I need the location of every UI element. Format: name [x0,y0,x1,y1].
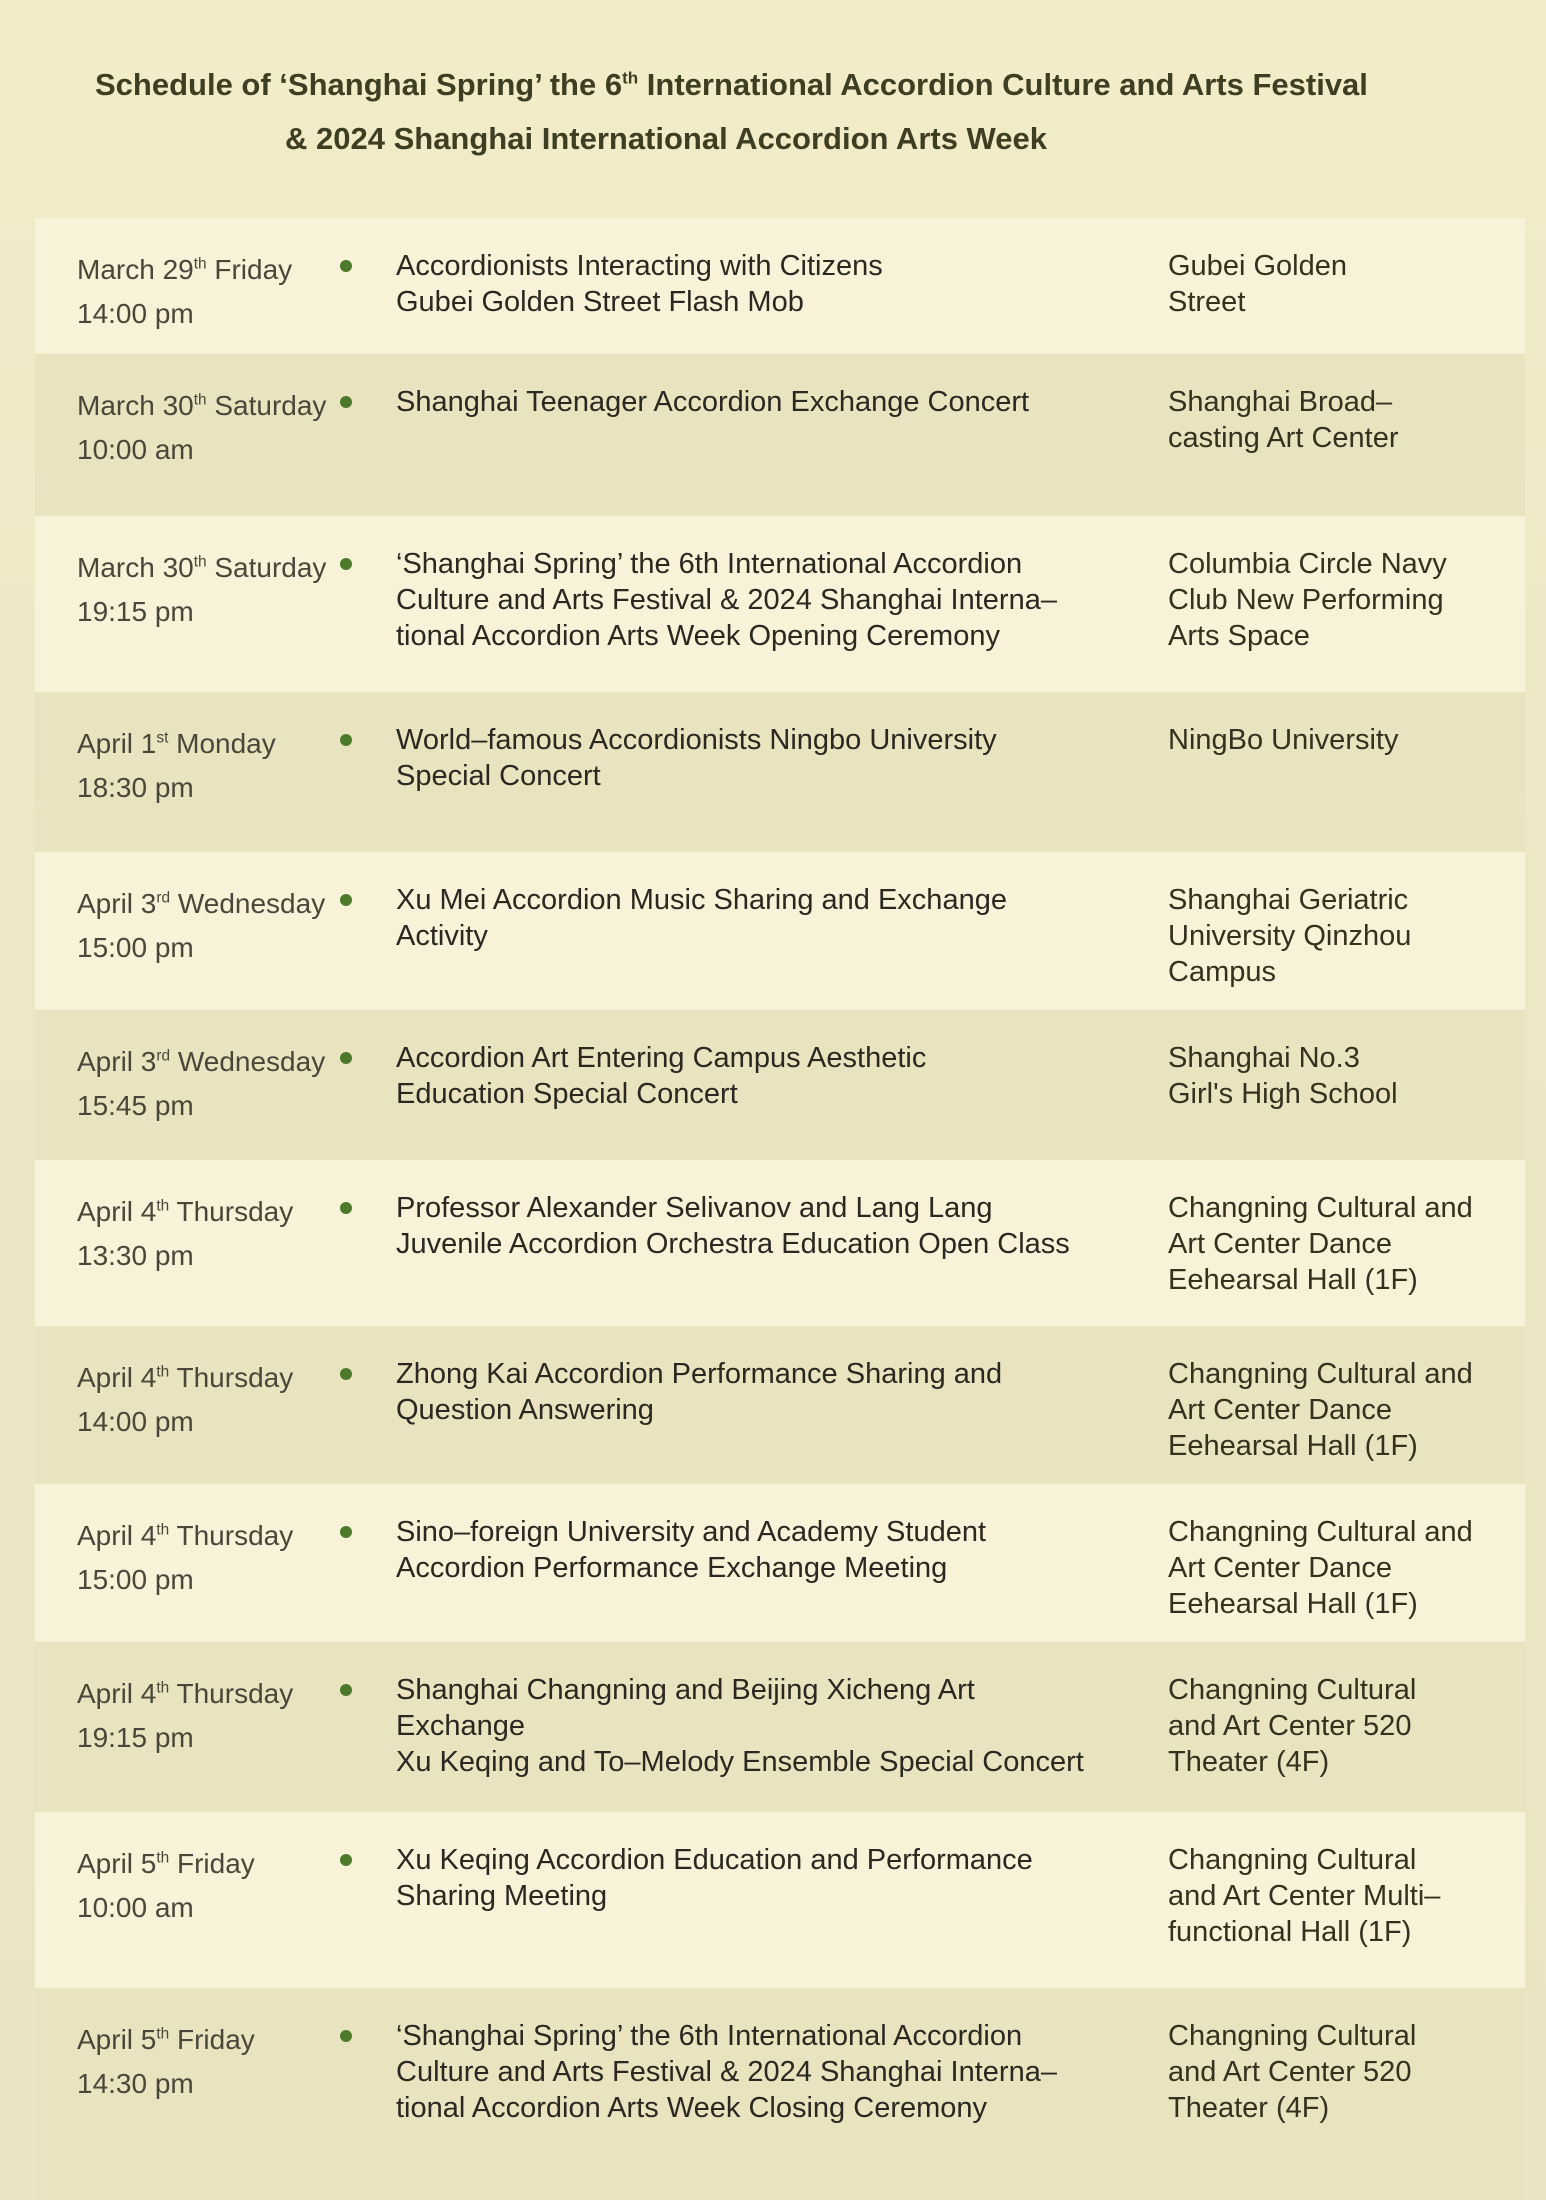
event-venue-line: Art Center Dance [1168,1552,1393,1584]
event-title-line: Xu Mei Accordion Music Sharing and Exchange [396,884,1007,916]
event-venue [1156,2018,1508,2126]
schedule-row [35,1484,1525,1642]
event-datetime [35,1040,340,1128]
event-month-day: April 3 [77,888,157,919]
event-title-line: Shanghai Teenager Accordion Exchange Concert [396,386,1030,418]
event-time: 15:00 pm [77,1564,194,1595]
event-date [77,546,340,590]
event-datetime [35,546,340,634]
event-title [396,1356,1156,1428]
event-venue [1156,1040,1508,1112]
event-venue-line: NingBo University [1168,724,1399,756]
event-venue-line: Theater (4F) [1168,2092,1330,2124]
event-venue-line: Columbia Circle Navy [1168,548,1447,580]
event-month-day: April 5 [77,1848,157,1879]
event-time: 13:30 pm [77,1240,194,1271]
event-venue-line: Changning Cultural and [1168,1192,1473,1224]
event-time: 10:00 am [77,1892,194,1923]
event-venue-line: Art Center Dance [1168,1228,1393,1260]
event-venue [1156,1672,1508,1780]
event-title-line: Education Special Concert [396,1078,738,1110]
event-title-line: Xu Keqing and To–Melody Ensemble Special Concert [396,1746,1084,1778]
event-weekday: Friday [206,254,293,285]
event-venue [1156,546,1508,654]
event-month-day: April 4 [77,1362,157,1393]
event-venue [1156,1514,1508,1622]
event-venue [1156,1190,1508,1298]
bullet-dot-icon [340,1854,352,1866]
event-date [77,722,340,766]
event-month-day: April 1 [77,728,157,759]
event-title [396,546,1156,654]
event-title-line: Accordion Art Entering Campus Aesthetic [396,1042,927,1074]
event-venue [1156,248,1508,320]
event-title-line: Activity [396,920,488,952]
event-date-suffix: rd [156,889,171,907]
event-date [77,384,340,428]
event-venue-line: Shanghai No.3 [1168,1042,1360,1074]
event-title-line: Xu Keqing Accordion Education and Performance [396,1844,1033,1876]
event-datetime [35,882,340,970]
event-title [396,1514,1156,1586]
event-weekday: Wednesday [170,888,326,919]
event-datetime [35,1514,340,1602]
event-venue-line: and Art Center 520 [1168,1710,1412,1742]
event-venue [1156,384,1508,456]
event-date-suffix: rd [156,1047,171,1065]
bullet-dot-icon [340,260,352,272]
event-title [396,248,1156,320]
event-datetime [35,2018,340,2106]
event-time: 15:45 pm [77,1090,194,1121]
event-datetime [35,722,340,810]
event-month-day: April 4 [77,1520,157,1551]
event-title-line: tional Accordion Arts Week Closing Ceremony [396,2092,988,2124]
event-month-day: March 29 [77,254,194,285]
bullet-dot-icon [340,1526,352,1538]
event-date [77,1356,340,1400]
event-venue-line: Eehearsal Hall (1F) [1168,1430,1418,1462]
event-venue-line: Changning Cultural [1168,1844,1417,1876]
schedule-row [35,1160,1525,1326]
event-title [396,882,1156,954]
event-venue-line: functional Hall (1F) [1168,1916,1412,1948]
event-venue-line: Gubei Golden [1168,250,1347,282]
event-venue-line: Campus [1168,956,1276,988]
event-time: 14:30 pm [77,2068,194,2099]
event-venue [1156,882,1508,990]
bullet-dot-icon [340,1368,352,1380]
event-venue-line: Changning Cultural [1168,2020,1417,2052]
bullet-dot-icon [340,1052,352,1064]
event-venue-line: Eehearsal Hall (1F) [1168,1264,1418,1296]
event-date-suffix: th [156,1197,170,1215]
event-date-suffix: th [156,1521,170,1539]
event-venue-line: Changning Cultural [1168,1674,1417,1706]
event-venue-line: University Qinzhou [1168,920,1412,952]
event-date [77,1842,340,1886]
event-title [396,1040,1156,1112]
event-weekday: Thursday [169,1196,294,1227]
bullet-dot-icon [340,894,352,906]
event-date [77,1190,340,1234]
event-weekday: Thursday [169,1520,294,1551]
event-venue-line: and Art Center Multi– [1168,1880,1441,1912]
title-line-2: & 2024 Shanghai International Accordion Arts Week [285,121,1047,156]
schedule-row [35,692,1525,852]
schedule-table [35,218,1525,2200]
event-venue-line: casting Art Center [1168,422,1399,454]
event-title-line: Sharing Meeting [396,1880,608,1912]
event-month-day: April 3 [77,1046,157,1077]
event-time: 14:00 pm [77,1406,194,1437]
event-title-line: Shanghai Changning and Beijing Xicheng Art [396,1674,975,1706]
bullet-dot-icon [340,396,352,408]
event-title [396,2018,1156,2126]
event-weekday: Wednesday [170,1046,326,1077]
event-weekday: Thursday [169,1678,294,1709]
event-venue-line: Arts Space [1168,620,1310,652]
bullet-dot-icon [340,734,352,746]
event-weekday: Saturday [206,390,327,421]
event-month-day: April 4 [77,1678,157,1709]
event-title-line: World–famous Accordionists Ningbo University [396,724,997,756]
event-venue-line: Shanghai Geriatric [1168,884,1409,916]
event-datetime [35,1190,340,1278]
event-venue-line: Changning Cultural and [1168,1516,1473,1548]
event-title-line: Culture and Arts Festival & 2024 Shanghai Interna– [396,584,1057,616]
event-weekday: Thursday [169,1362,294,1393]
event-venue-line: Eehearsal Hall (1F) [1168,1588,1418,1620]
event-date [77,1040,340,1084]
bullet-dot-icon [340,558,352,570]
event-title-line: Accordion Performance Exchange Meeting [396,1552,948,1584]
schedule-row [35,516,1525,692]
event-date [77,248,340,292]
event-venue-line: Changning Cultural and [1168,1358,1473,1390]
event-date [77,1672,340,1716]
title-line-1 [60,58,1500,112]
event-date [77,1514,340,1558]
event-time: 10:00 am [77,434,194,465]
schedule-row [35,852,1525,1010]
title-line-1-text: Schedule of ‘Shanghai Spring’ the 6 [95,67,623,102]
event-title [396,1842,1156,1914]
event-date-suffix: th [193,553,207,571]
event-venue [1156,1356,1508,1464]
event-title-line: Professor Alexander Selivanov and Lang Lang [396,1192,993,1224]
event-venue [1156,1842,1508,1950]
event-venue-line: Girl's High School [1168,1078,1398,1110]
event-venue-line: Art Center Dance [1168,1394,1393,1426]
event-time: 15:00 pm [77,932,194,963]
event-title [396,1672,1156,1780]
event-title-line: Juvenile Accordion Orchestra Education Open Class [396,1228,1070,1260]
event-weekday: Friday [169,2024,255,2055]
event-time: 14:00 pm [77,298,194,329]
event-date-suffix: th [193,255,207,273]
schedule-row [35,1326,1525,1484]
event-title-line: Question Answering [396,1394,654,1426]
event-time: 18:30 pm [77,772,194,803]
event-title-line: ‘Shanghai Spring’ the 6th International Accordion [396,2020,1023,2052]
event-month-day: April 4 [77,1196,157,1227]
event-venue-line: Theater (4F) [1168,1746,1330,1778]
event-date-suffix: th [156,1363,170,1381]
event-title-line: Accordionists Interacting with Citizens [396,250,883,282]
event-month-day: March 30 [77,390,194,421]
event-datetime [35,384,340,472]
event-title-line: Sino–foreign University and Academy Student [396,1516,987,1548]
event-venue-line: Club New Performing [1168,584,1444,616]
event-datetime [35,1672,340,1760]
event-date-suffix: th [156,2025,170,2043]
schedule-row [35,1642,1525,1812]
event-datetime [35,248,340,336]
schedule-row [35,218,1525,354]
event-date-suffix: th [156,1849,170,1867]
event-venue [1156,722,1508,758]
event-month-day: March 30 [77,552,194,583]
event-date [77,2018,340,2062]
schedule-row [35,1812,1525,1988]
event-venue-line: Street [1168,286,1246,318]
event-title-line: tional Accordion Arts Week Opening Ceremony [396,620,1000,652]
event-date-suffix: st [156,729,169,747]
event-title-line: Zhong Kai Accordion Performance Sharing and [396,1358,1003,1390]
event-title [396,1190,1156,1262]
schedule-row [35,1010,1525,1160]
event-time: 19:15 pm [77,596,194,627]
event-venue-line: and Art Center 520 [1168,2056,1412,2088]
schedule-row [35,1988,1525,2200]
event-date [77,882,340,926]
event-title-line: Gubei Golden Street Flash Mob [396,286,804,318]
event-weekday: Monday [168,728,276,759]
event-title-line: ‘Shanghai Spring’ the 6th International Accordion [396,548,1023,580]
event-weekday: Friday [169,1848,255,1879]
event-time: 19:15 pm [77,1722,194,1753]
event-month-day: April 5 [77,2024,157,2055]
bullet-dot-icon [340,1202,352,1214]
event-title-line: Exchange [396,1710,525,1742]
event-venue-line: Shanghai Broad– [1168,386,1393,418]
event-weekday: Saturday [206,552,327,583]
schedule-row [35,354,1525,516]
event-title-line: Culture and Arts Festival & 2024 Shanghai Interna– [396,2056,1057,2088]
bullet-dot-icon [340,1684,352,1696]
event-title [396,722,1156,794]
event-date-suffix: th [193,391,207,409]
event-date-suffix: th [156,1679,170,1697]
event-datetime [35,1842,340,1930]
event-title-line: Special Concert [396,760,601,792]
event-datetime [35,1356,340,1444]
title-line-1-rest: International Accordion Culture and Arts Festival [638,67,1368,102]
title-ordinal-suffix: th [622,68,639,88]
event-title [396,384,1156,420]
bullet-dot-icon [340,2030,352,2042]
page-title [60,58,1500,166]
